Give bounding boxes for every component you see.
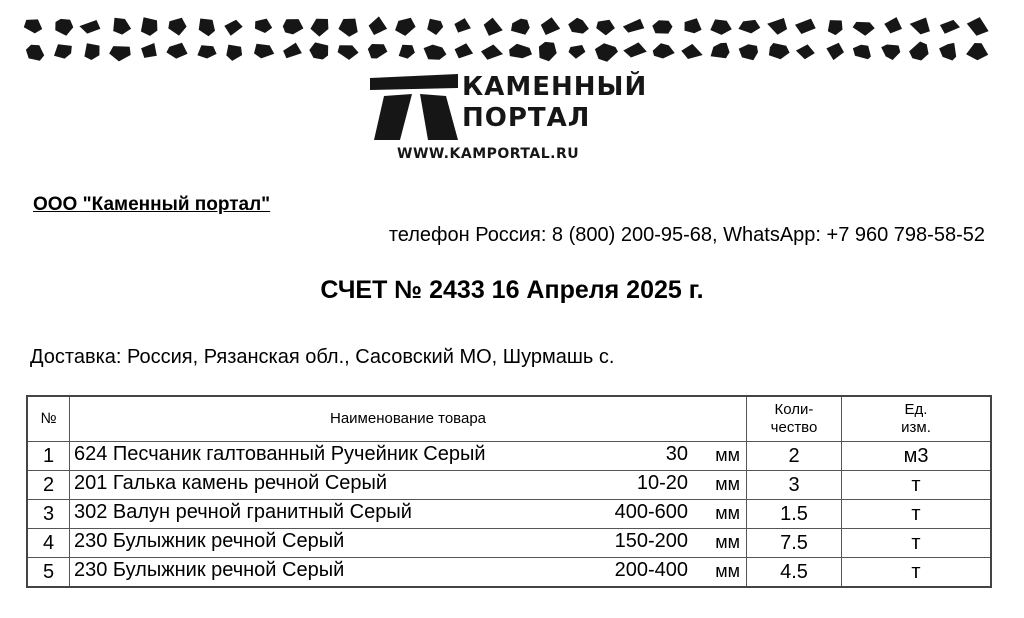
banner-stone [310, 19, 328, 37]
banner-stone [199, 19, 215, 37]
banner-stone [884, 17, 902, 33]
banner-stone [511, 19, 530, 35]
banner-stone [767, 18, 787, 35]
table-row [27, 529, 991, 558]
banner-stone [909, 42, 929, 61]
delivery-address: Доставка: Россия, Рязанская обл., Сасовский МО, Шурмашь с. [30, 346, 615, 368]
banner-stone [509, 44, 532, 59]
row-name-cell [70, 471, 747, 500]
banner-stone [623, 42, 647, 57]
row-name: 624 Песчаник галтованный Ручейник Серый [74, 443, 486, 465]
row-qty: 1.5 [747, 500, 842, 529]
banner-stone [541, 17, 560, 35]
banner-stone [685, 18, 702, 33]
header-unit [842, 396, 992, 442]
row-size-unit: мм [715, 474, 740, 494]
banner-stone [681, 44, 702, 59]
banner-stone [653, 43, 675, 58]
banner-stone [539, 42, 557, 61]
brand-name [462, 72, 647, 134]
row-size-unit: мм [715, 561, 740, 581]
row-size: 10-20 [636, 472, 688, 494]
row-size-unit: мм [715, 532, 740, 552]
row-qty: 4.5 [747, 558, 842, 588]
banner-stone [79, 20, 100, 34]
banner-stone [224, 20, 242, 36]
banner-stone [26, 45, 44, 61]
banner-stone [399, 45, 415, 59]
banner-stone [826, 43, 844, 60]
banner-stone [424, 45, 447, 60]
header-num: № [27, 396, 70, 442]
items-table [26, 395, 992, 588]
banner-stone [455, 43, 474, 58]
row-size: 150-200 [614, 530, 688, 552]
header-qty [747, 396, 842, 442]
banner-stone [596, 20, 615, 36]
banner-stone [481, 45, 503, 60]
banner-stone [283, 19, 304, 34]
banner-stone [55, 19, 73, 36]
banner-stone [828, 20, 843, 35]
row-unit: т [842, 500, 992, 529]
brand-line-1: КАМЕННЫЙ [462, 72, 648, 102]
banner-stone [168, 18, 186, 36]
banner-stone [226, 45, 242, 61]
row-size: 400-600 [614, 501, 688, 523]
banner-stone [881, 45, 900, 61]
row-size: 30 [665, 443, 688, 465]
banner-stone [368, 44, 388, 59]
stone-pattern-banner [20, 14, 992, 64]
banner-stone [283, 43, 302, 59]
row-name: 230 Булыжник речной Серый [74, 530, 345, 552]
row-size-unit: мм [715, 445, 740, 465]
banner-stone [738, 20, 760, 34]
row-name: 230 Булыжник речной Серый [74, 559, 345, 581]
row-unit: т [842, 529, 992, 558]
row-qty: 3 [747, 471, 842, 500]
row-num: 3 [27, 500, 70, 529]
row-unit: т [842, 558, 992, 588]
banner-stone [939, 43, 956, 61]
banner-stone [395, 18, 416, 36]
banner-stone [966, 43, 988, 60]
banner-stone [484, 18, 503, 36]
banner-stone [652, 20, 672, 33]
banner-stone [967, 17, 989, 36]
row-name-cell [70, 529, 747, 558]
row-num: 2 [27, 471, 70, 500]
banner-stone [255, 19, 272, 33]
banner-stone [569, 45, 586, 59]
row-size: 200-400 [614, 559, 688, 581]
row-unit: т [842, 471, 992, 500]
banner-stone [166, 43, 187, 59]
banner-stone [595, 43, 618, 62]
row-name-cell [70, 500, 747, 529]
header-name: Наименование товара [70, 396, 747, 442]
banner-stone [54, 44, 72, 58]
banner-stone [309, 42, 328, 59]
company-phone: телефон Россия: 8 (800) 200-95-68, WhatsApp: +7 960 798-58-52 [388, 224, 985, 246]
banner-stone [109, 46, 131, 61]
banner-stone [254, 44, 274, 59]
table-header-row [27, 396, 991, 442]
company-name: ООО "Каменный портал" [33, 194, 271, 215]
banner-stone [84, 43, 99, 60]
row-num: 5 [27, 558, 70, 588]
header-unit-line2: изм. [901, 419, 931, 436]
table-row [27, 442, 991, 471]
banner-stone [369, 16, 388, 35]
banner-stone [769, 43, 790, 59]
header-qty-line2: чество [770, 419, 818, 436]
banner-stone [24, 19, 42, 33]
banner-stone [454, 18, 471, 32]
row-name: 302 Валун речной гранитный Серый [74, 501, 412, 523]
banner-stone [795, 19, 816, 34]
website-url: WWW.KAMPORTAL.RU [397, 146, 580, 162]
invoice-title: СЧЕТ № 2433 16 Апреля 2025 г. [320, 276, 704, 304]
header-qty-line1: Коли- [774, 401, 814, 418]
brand-line-2: ПОРТАЛ [462, 103, 591, 133]
row-qty: 2 [747, 442, 842, 471]
table-row [27, 558, 991, 588]
table-row [27, 500, 991, 529]
banner-stone [711, 43, 730, 58]
row-unit: м3 [842, 442, 992, 471]
banner-stone [568, 18, 589, 34]
row-qty: 7.5 [747, 529, 842, 558]
row-name: 201 Галька камень речной Серый [74, 472, 388, 494]
row-size-unit: мм [715, 503, 740, 523]
banner-stone [940, 20, 960, 34]
row-num: 4 [27, 529, 70, 558]
banner-stone [796, 44, 815, 59]
banner-stone [623, 19, 644, 33]
banner-stone [197, 45, 216, 58]
banner-stone [338, 19, 357, 37]
banner-stone [853, 45, 871, 60]
banner-stone [853, 22, 875, 36]
row-num: 1 [27, 442, 70, 471]
banner-stone [141, 17, 158, 36]
row-name-cell [70, 558, 747, 588]
banner-stone [739, 44, 758, 60]
banner-stone [910, 18, 930, 35]
banner-stone [141, 43, 157, 58]
banner-stone [710, 19, 732, 35]
table-row [27, 471, 991, 500]
banner-stone [113, 18, 131, 35]
header-unit-line1: Ед. [904, 401, 928, 418]
banner-stone [427, 19, 443, 35]
row-name-cell [70, 442, 747, 471]
banner-stone [338, 45, 359, 60]
